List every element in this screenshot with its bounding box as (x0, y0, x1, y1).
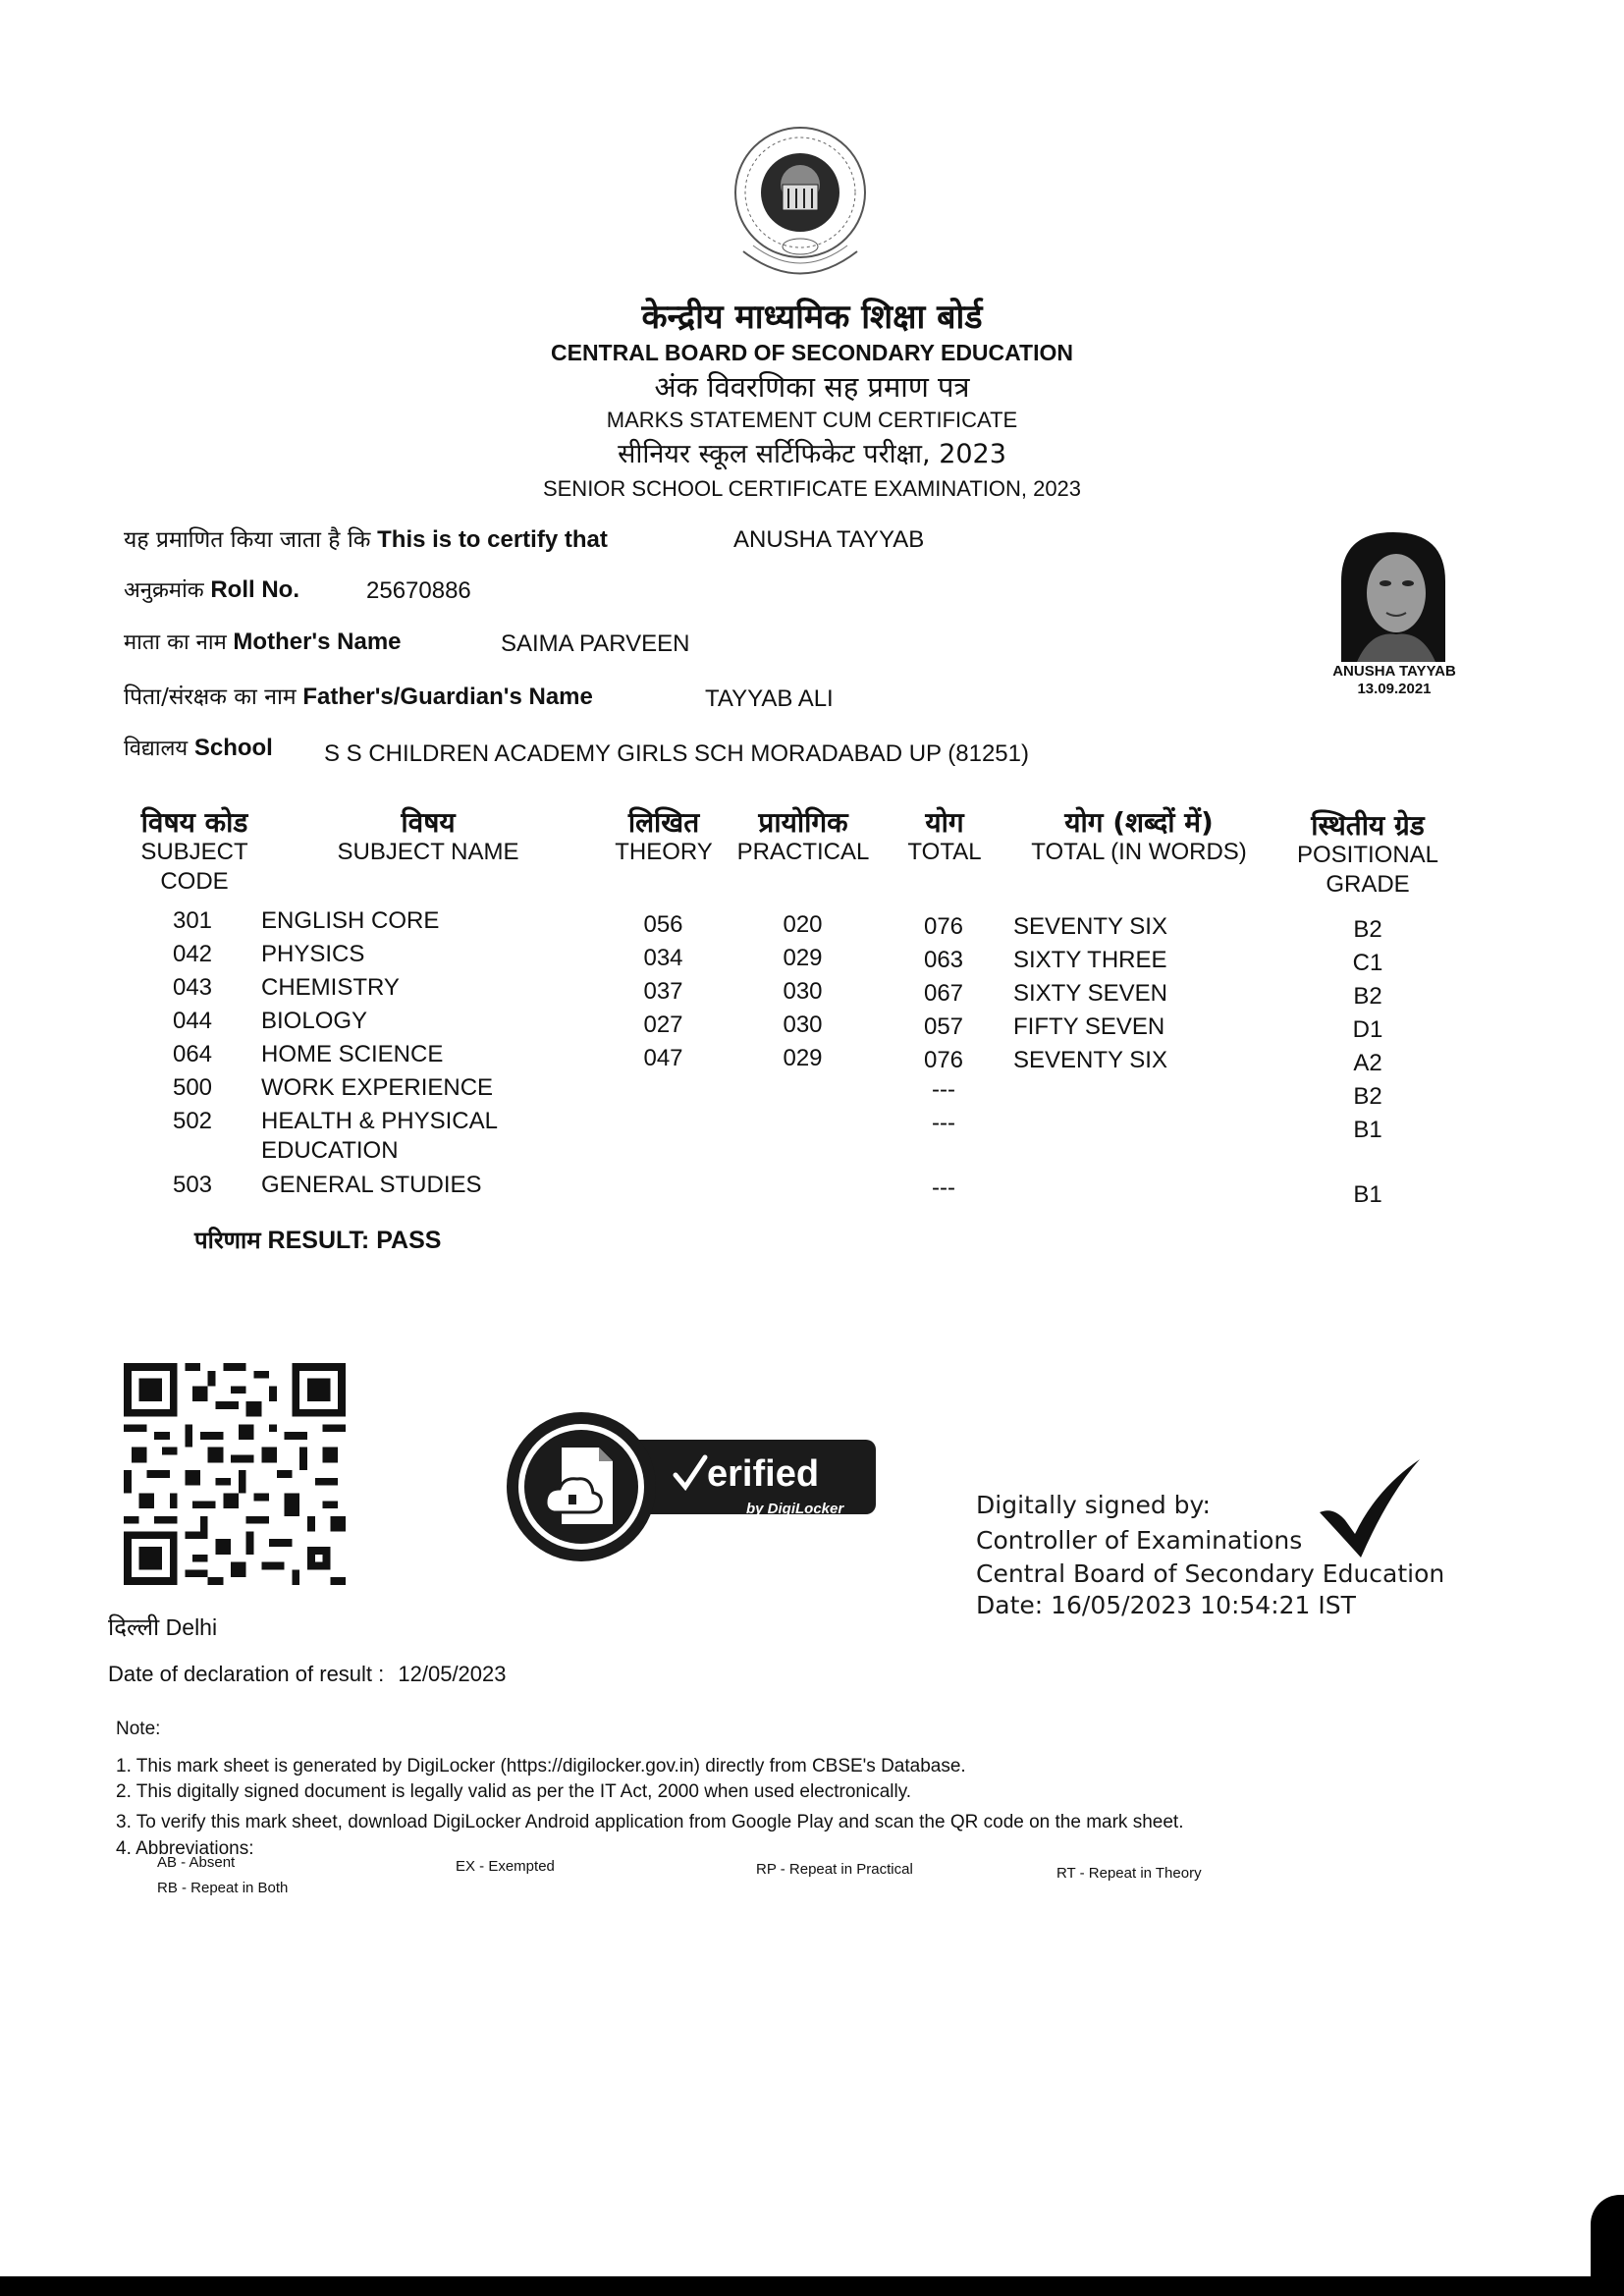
total-in-words: SIXTY SEVEN (1013, 980, 1167, 1007)
subject-name: ENGLISH CORE (261, 907, 440, 934)
grade: B1 (1353, 1117, 1382, 1143)
exam-title-english: SENIOR SCHOOL CERTIFICATE EXAMINATION, 2023 (542, 476, 1082, 501)
subject-code: 042 (172, 941, 213, 967)
subject-name: WORK EXPERIENCE (261, 1074, 494, 1101)
board-name-english: CENTRAL BOARD OF SECONDARY EDUCATION (551, 340, 1073, 365)
mother-name: SAIMA PARVEEN (501, 630, 690, 657)
header-subject-name: विषय SUBJECT NAME (337, 806, 519, 865)
candidate-photo (1331, 532, 1455, 662)
declaration-date: 12/05/2023 (398, 1662, 507, 1686)
subject-code: 503 (172, 1172, 213, 1198)
note-item: 1. This mark sheet is generated by DigiLocker (https://digilocker.gov.in) directly from CBSE's Database. (116, 1756, 966, 1777)
theory-marks: 034 (643, 945, 683, 971)
subject-name-line2: EDUCATION (261, 1137, 399, 1164)
subject-name: GENERAL STUDIES (261, 1172, 482, 1198)
abbreviation-exempted: EX - Exempted (456, 1858, 555, 1875)
grade: A2 (1353, 1050, 1382, 1076)
header-practical: प्रायोगिक PRACTICAL (736, 806, 870, 865)
header-positional-grade: स्थितीय ग्रेड POSITIONAL GRADE (1296, 809, 1439, 898)
certify-english: This is to certify that (377, 526, 608, 553)
signer-organisation: Central Board of Secondary Education (976, 1559, 1445, 1588)
scan-edge-corner (1591, 2195, 1624, 2296)
practical-marks: 030 (783, 978, 823, 1005)
subject-code: 500 (172, 1074, 213, 1101)
subject-name: PHYSICS (261, 941, 365, 967)
verified-subtext: by DigiLocker (746, 1501, 844, 1517)
digilocker-verified-badge (503, 1408, 878, 1563)
total-in-words: SEVENTY SIX (1013, 1047, 1167, 1073)
photo-caption-date: 13.09.2021 (1357, 681, 1432, 697)
statement-title-hindi: अंक विवरणिका सह प्रमाण पत्र (654, 370, 970, 404)
abbreviation-repeat-practical: RP - Repeat in Practical (756, 1861, 913, 1878)
subject-code: 301 (172, 907, 213, 934)
abbreviation-absent: AB - Absent (157, 1854, 236, 1871)
place-hindi: दिल्ली (108, 1613, 160, 1641)
header-subject-code: विषय कोड SUBJECT CODE (140, 806, 248, 895)
total-marks: 057 (923, 1013, 964, 1040)
school-label: विद्यालय School (124, 735, 273, 761)
theory-marks: 056 (643, 911, 683, 938)
total-marks: --- (932, 1175, 955, 1201)
subject-code: 043 (172, 974, 213, 1001)
declaration-date-line (108, 1662, 507, 1687)
subject-name: HEALTH & PHYSICAL (261, 1108, 498, 1134)
practical-marks: 030 (783, 1011, 823, 1038)
theory-marks: 037 (643, 978, 683, 1005)
total-in-words: FIFTY SEVEN (1013, 1013, 1165, 1040)
subject-name: HOME SCIENCE (261, 1041, 444, 1067)
scan-edge-bottom (0, 2276, 1624, 2296)
certify-hindi: यह प्रमाणित किया जाता है कि (124, 527, 371, 553)
subject-code: 502 (172, 1108, 213, 1134)
result-line (194, 1224, 441, 1256)
practical-marks: 020 (783, 911, 823, 938)
subject-code: 064 (172, 1041, 213, 1067)
school-name: S S CHILDREN ACADEMY GIRLS SCH MORADABAD UP (81251) (324, 740, 1029, 767)
signer-title: Controller of Examinations (976, 1526, 1303, 1555)
result-hindi: परिणाम (194, 1227, 261, 1254)
header-total-in-words: योग (शब्दों में) TOTAL (IN WORDS) (1031, 806, 1247, 865)
result-value: RESULT: PASS (267, 1227, 442, 1254)
note-item: 3. To verify this mark sheet, download DigiLocker Android application from Google Play and scan the QR code on the mark sheet. (116, 1812, 1184, 1832)
mother-label: माता का नाम Mother's Name (124, 629, 402, 655)
grade: B2 (1353, 916, 1382, 943)
board-name-hindi: केन्द्रीय माध्यमिक शिक्षा बोर्ड (641, 298, 983, 337)
header-theory: लिखित THEORY (615, 806, 713, 865)
father-name: TAYYAB ALI (705, 685, 834, 712)
signed-by-label: Digitally signed by: (976, 1491, 1211, 1519)
abbreviation-repeat-theory: RT - Repeat in Theory (1056, 1865, 1202, 1882)
theory-marks: 047 (643, 1045, 683, 1071)
grade: B2 (1353, 1083, 1382, 1110)
declaration-label: Date of declaration of result : (108, 1662, 385, 1686)
certify-line (124, 522, 608, 554)
total-marks: 063 (923, 947, 964, 973)
roll-number: 25670886 (366, 577, 471, 604)
exam-title-hindi: सीनियर स्कूल सर्टिफिकेट परीक्षा, 2023 (618, 439, 1006, 469)
header-total: योग TOTAL (907, 806, 982, 865)
place-english: Delhi (165, 1614, 218, 1640)
roll-label: अनुक्रमांक Roll No. (124, 576, 299, 603)
total-marks: 067 (923, 980, 964, 1007)
total-marks: --- (932, 1110, 955, 1136)
theory-marks: 027 (643, 1011, 683, 1038)
total-marks: 076 (923, 1047, 964, 1073)
grade: B1 (1353, 1181, 1382, 1208)
photo-caption-name: ANUSHA TAYYAB (1332, 663, 1456, 680)
verified-text: erified (707, 1453, 820, 1495)
cbse-logo (731, 124, 869, 291)
verified-badge-graphic (503, 1408, 878, 1563)
abbreviation-repeat-both: RB - Repeat in Both (157, 1880, 289, 1896)
place (108, 1611, 217, 1643)
total-in-words: SIXTY THREE (1013, 947, 1167, 973)
practical-marks: 029 (783, 945, 823, 971)
note-item: 4. Abbreviations: (116, 1838, 254, 1859)
grade: B2 (1353, 983, 1382, 1010)
statement-title-english: MARKS STATEMENT CUM CERTIFICATE (606, 408, 1018, 432)
subject-name: CHEMISTRY (261, 974, 400, 1001)
total-in-words: SEVENTY SIX (1013, 913, 1167, 940)
qr-code (124, 1363, 346, 1585)
grade: D1 (1352, 1016, 1383, 1043)
grade: C1 (1352, 950, 1383, 976)
subject-name: BIOLOGY (261, 1008, 368, 1034)
total-marks: 076 (923, 913, 964, 940)
note-title: Note: (116, 1719, 161, 1739)
practical-marks: 029 (783, 1045, 823, 1071)
candidate-name: ANUSHA TAYYAB (733, 526, 925, 553)
checkmark-icon (1316, 1455, 1424, 1563)
signature-date: Date: 16/05/2023 10:54:21 IST (976, 1591, 1356, 1619)
father-label: पिता/संरक्षक का नाम Father's/Guardian's Name (124, 683, 593, 710)
total-marks: --- (932, 1076, 955, 1103)
note-item: 2. This digitally signed document is legally valid as per the IT Act, 2000 when used electronically. (116, 1781, 912, 1802)
subject-code: 044 (172, 1008, 213, 1034)
